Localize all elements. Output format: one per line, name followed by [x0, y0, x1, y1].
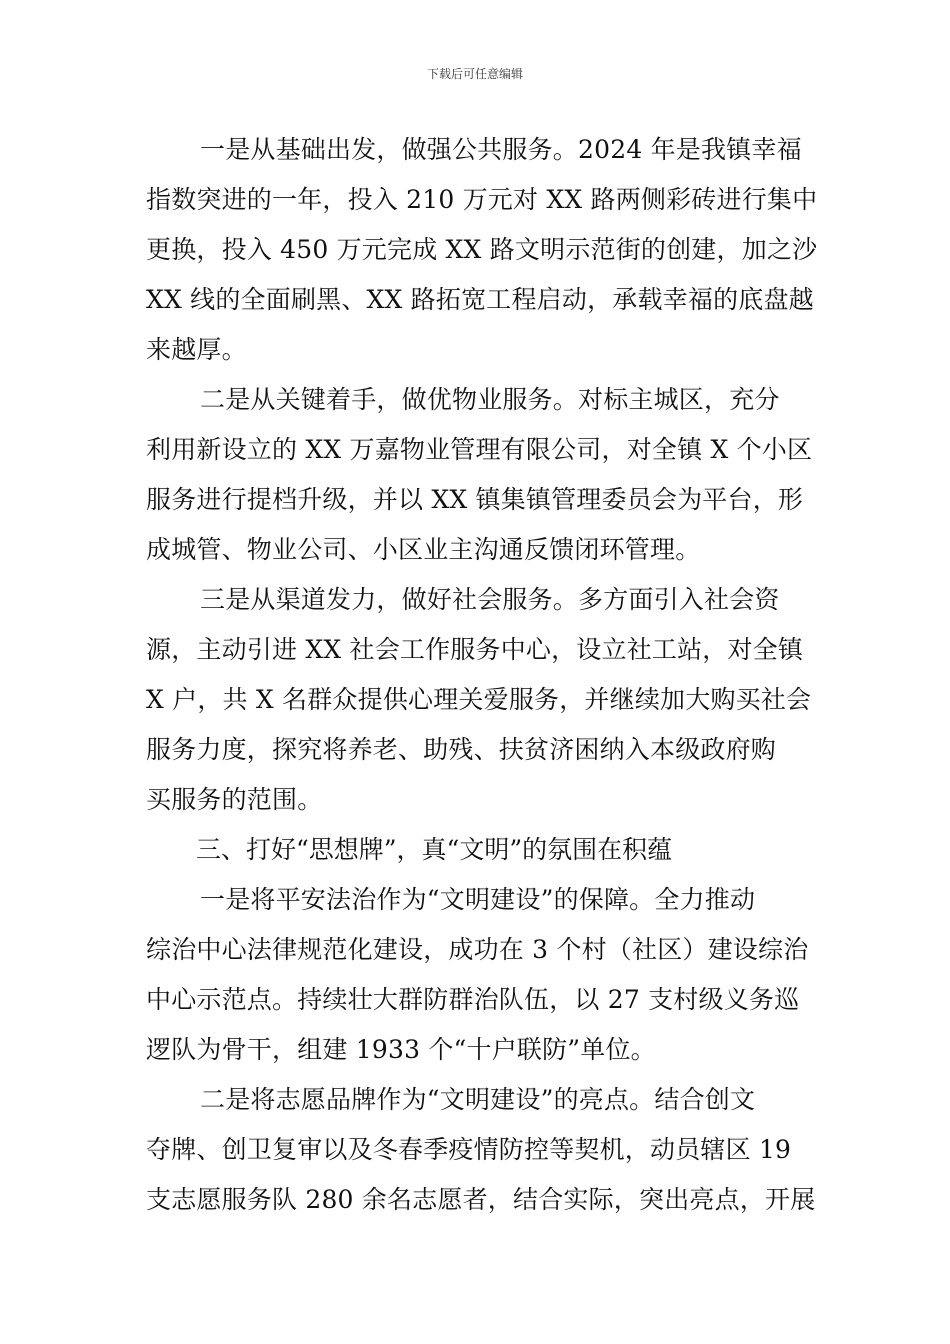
text-line: XX 线的全面刷黑、XX 路拓宽工程启动，承载幸福的底盘越 [146, 285, 814, 314]
text-line: 二是从关键着手，做优物业服务。对标主城区，充分 [200, 385, 780, 414]
text-line: 逻队为骨干，组建 1933 个“十户联防”单位。 [146, 1035, 656, 1064]
paragraph [146, 875, 809, 1075]
text-line: 源，主动引进 XX 社会工作服务中心，设立社工站，对全镇 [146, 635, 804, 664]
paragraph [146, 1075, 816, 1225]
text-line: 一是从基础出发，做强公共服务。2024 年是我镇幸福 [200, 135, 802, 164]
text-line: 二是将志愿品牌作为“文明建设”的亮点。结合创文 [200, 1085, 756, 1114]
page-header: 下载后可任意编辑 [426, 67, 523, 81]
text-line: 综治中心法律规范化建设，成功在 3 个村（社区）建设综治 [146, 935, 809, 964]
paragraph [146, 375, 813, 575]
paragraph [146, 575, 812, 825]
text-line: 服务力度，探究将养老、助残、扶贫济困纳入本级政府购 [146, 735, 777, 764]
text-line: 利用新设立的 XX 万嘉物业管理有限公司，对全镇 X 个小区 [146, 435, 813, 464]
text-line: X 户，共 X 名群众提供心理关爱服务，并继续加大购买社会 [146, 685, 812, 714]
paragraph [146, 125, 818, 375]
text-line: 成城管、物业公司、小区业主沟通反馈闭环管理。 [146, 535, 701, 564]
text-line: 一是将平安法治作为“文明建设”的保障。全力推动 [200, 885, 756, 914]
text-line: 三是从渠道发力，做好社会服务。多方面引入社会资 [200, 585, 780, 614]
document-body [146, 125, 818, 1225]
section-heading: 三、打好“思想牌”，真“文明”的氛围在积蕴 [196, 835, 673, 864]
text-line: 服务进行提档升级，并以 XX 镇集镇管理委员会为平台，形 [146, 485, 804, 514]
text-line: 买服务的范围。 [146, 785, 323, 814]
text-line: 来越厚。 [146, 335, 247, 364]
text-line: 指数突进的一年，投入 210 万元对 XX 路两侧彩砖进行集中 [146, 185, 818, 214]
text-line: 支志愿服务队 280 余名志愿者，结合实际，突出亮点，开展 [146, 1185, 816, 1214]
text-line: 夺牌、创卫复审以及冬春季疫情防控等契机，动员辖区 19 [146, 1135, 792, 1164]
text-line: 更换，投入 450 万元完成 XX 路文明示范街的创建，加之沙 [146, 235, 818, 264]
text-line: 中心示范点。持续壮大群防群治队伍，以 27 支村级义务巡 [146, 985, 800, 1014]
